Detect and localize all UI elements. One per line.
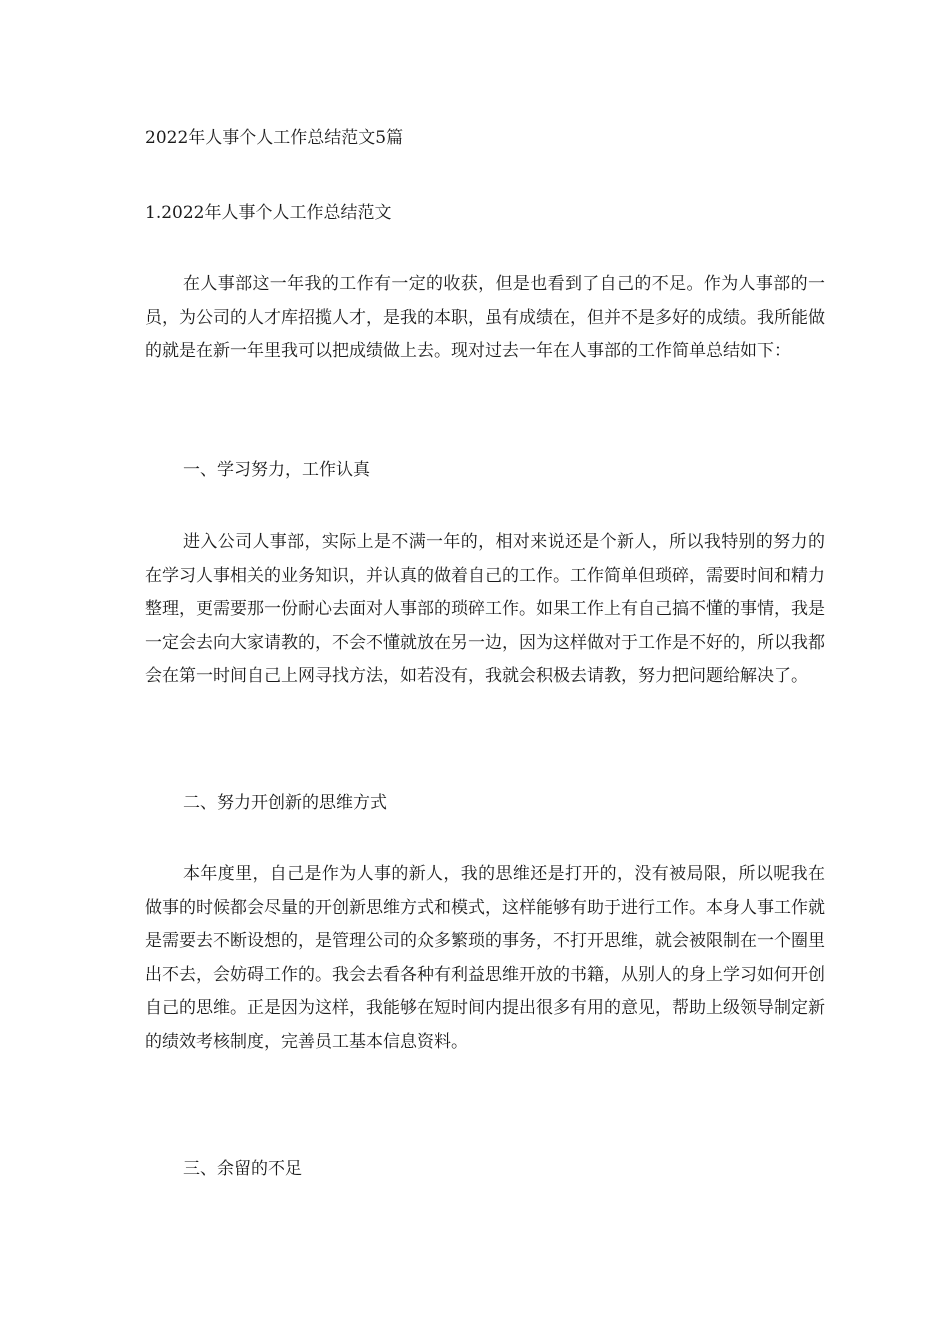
section-body-2: 本年度里，自己是作为人事的新人，我的思维还是打开的，没有被局限，所以呢我在做事的时候都会尽量的开创新思维方式和模式，这样能够有助于进行工作。本身人事工作就是需要去不断设想的，是管理公司的众多繁琐的事务，不打开思维，就会被限制在一个圈里出不去，会妨碍工作的。我会去看各种有利益思维开放的书籍，从别人的身上学习如何开创自己的思维。正是因为这样，我能够在短时间内提出很多有用的意见，帮助上级领导制定新的绩效考核制度，完善员工基本信息资料。 (145, 864, 825, 1052)
section-body-1: 进入公司人事部，实际上是不满一年的，相对来说还是个新人，所以我特别的努力的在学习人事相关的业务知识，并认真的做着自己的工作。工作简单但琐碎，需要时间和精力整理，更需要那一份耐心去面对人事部的琐碎工作。如果工作上有自己搞不懂的事情，我是一定会去向大家请教的，不会不懂就放在另一边，因为这样做对于工作是不好的，所以我都会在第一时间自己上网寻找方法，如若没有，我就会积极去请教，努力把问题给解决了。 (145, 532, 825, 686)
document-title: 2022年人事个人工作总结范文5篇 (145, 128, 404, 148)
intro-paragraph: 在人事部这一年我的工作有一定的收获，但是也看到了自己的不足。作为人事部的一员，为公司的人才库招揽人才，是我的本职，虽有成绩在，但并不是多好的成绩。我所能做的就是在新一年里我可以把成绩做上去。现对过去一年在人事部的工作简单总结如下： (145, 274, 825, 361)
section-heading-1: 一、学习努力，工作认真 (183, 460, 370, 480)
section-heading-2: 二、努力开创新的思维方式 (183, 793, 387, 813)
section-heading-3: 三、余留的不足 (183, 1159, 302, 1179)
document-subtitle: 1.2022年人事个人工作总结范文 (145, 203, 392, 223)
